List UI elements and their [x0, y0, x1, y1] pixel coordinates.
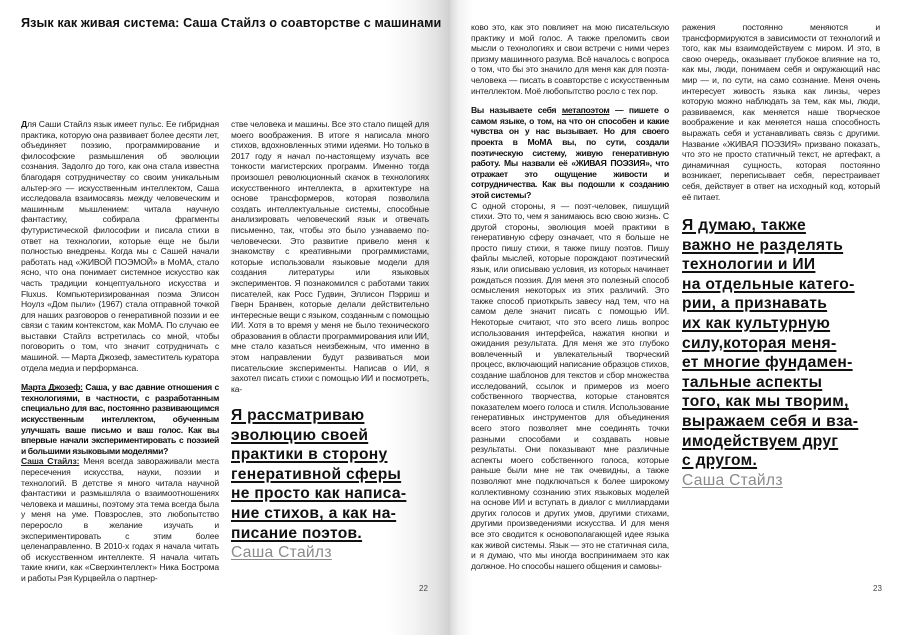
- question-1: [21, 382, 219, 456]
- pull-quote-line: их как культурную: [682, 314, 831, 332]
- pull-quote-right: [682, 216, 882, 490]
- pull-quote-line: Я рассматриваю: [231, 407, 365, 424]
- pull-quote-line: писание поэтов.: [231, 524, 363, 542]
- pull-quote-line: с другом.: [682, 452, 758, 470]
- column-4-text: ражения постоянно меняются и трансформируются в зависимости от технологий и того, как мы взаимодействуем с миром. И это, в свою очередь, оказывает глубокое влияние на то, как мы, люди, понимаем себя и окружающий нас мир — и, по сути, на само сознание. Меня очень интересует живость языка как линзы, через которую можно наблюдать за тем, как мы, люди, развиваемся, как меняется наше творческое воображение и как меняется наша способность выражать себя и устанавливать связь с другими. Название «ЖИВАЯ ПОЭЗИЯ» призвано показать, что это не просто статичный текст, не артефакт, а динамичная сущность, которая постоянно возникает, переписывает себя, перестраивает себя, действует в ответ на исходный код, который её питает.: [682, 22, 880, 202]
- pull-quote-line: того, как мы творим,: [682, 393, 849, 411]
- column-3: [471, 22, 669, 571]
- pull-quote-line: ет многие фундамен-: [682, 354, 853, 372]
- pull-quote-line: на отдельные катего-: [682, 275, 855, 293]
- pull-quote-line: Я думаю, также: [682, 217, 806, 234]
- pull-quote-line: важно не разделять: [682, 236, 844, 254]
- answer-text: Меня всегда завораживали места пересечения искусства, науки, поэзии и технологий. В детстве я много читала научной фантастики и размышляла о взаимоотношениях человека и машины, поэтому эта тема всегда была у меня на уме. Повзрослев, это любопытство переросло в желание изучать и экспериментировать с этим более целенаправленно. В 2010-х годах я начала читать об искусственном интеллекте. Я начала читать такие книги, как «Сверхинтеллект» Ника Бострома и работы Рэя Курцвейла о партнер-: [21, 456, 220, 583]
- pull-quote-line: выражаем себя и вза-: [682, 412, 859, 430]
- pull-quote-line: технологии и ИИ: [682, 256, 816, 274]
- column-4: [682, 22, 880, 202]
- pull-quote-line: не просто как написа-: [231, 485, 407, 503]
- intro-paragraph: [21, 119, 219, 373]
- pull-quote-line: эволюцию своей: [231, 426, 369, 444]
- pull-quote-line: практики в сторону: [231, 446, 388, 464]
- column-2: [231, 119, 429, 394]
- answer-1: [21, 456, 219, 583]
- pull-quote-attribution: Саша Стайлз: [231, 544, 332, 562]
- right-page: [450, 0, 900, 635]
- pull-quote-left: [231, 406, 431, 563]
- answer-1-continued: ково это, как это повлияет на мою писательскую практику и мой голос. А также преломить свои мысли о технологиях и свои встречи с ними через призму машинного разума. Всё началось с вопроса о том, что бы это значило для меня как для поэта-человека — писать в соавторстве с искусственным интеллектом. Моё любопытство росло с тех пор.: [471, 22, 669, 96]
- intro-text: ля Саши Стайлз язык имеет пульс. Ее гибридная практика, которую она развивает более десяти лет, объединяет поэзию, программирование и философские размышления об эволюции сознания. Задолго до того, как она стала известна благодаря сотрудничеству со своим уникальным альтер-эго — искусственным интеллектом, Саша исследовала взаимосвязь между человеческим и машинным мышлением: читала научную фантастику, собирала фрагменты футуристической философии и писала стихи в ответ на технологии, которые еще не были полностью внедрены. Когда мы с Сашей начали работать над «ЖИВОЙ ПОЭМОЙ» в МоМА, стало ясно, что она понимает системное искусство как часть традиции концептуального искусства и Fluxus. Компьютеризированная поэма Элисон Ноулз «Дом пыли» (1967) стала отправной точкой для наших разговоров о генеративной поэзии и ее связи с таким контекстом, как МоМА. По случаю ее выставки Стайлз встретилась со мной, чтобы поговорить о том, что значит сотрудничать с машиной. — Марта Джозеф, заместитель куратора отдела медиа и перформанса.: [21, 119, 219, 373]
- answer-speaker: Саша Стайлз:: [21, 456, 80, 467]
- answer-2: С одной стороны, я — поэт-человек, пишущий стихи. Это то, чем я занимаюсь всю свою жизнь. С другой стороны, эволюция моей практики в генеративную сферу означает, что я больше не просто пишу стихи, я также пишу поэтов. Пишу файлы мыслей, которые порождают поэтический язык, или описываю условия, из которых начинает рождаться поэзия. Для меня это полезный способ осмысления некоторых из этих различий. Это также способ приоткрыть завесу над тем, что на самом деле значит писать с помощью ИИ. Некоторые считают, что это всего лишь вопрос использования интерфейса, нажатия кнопки и ожидания результата. Для меня же это глубоко вовлеченный и увлекательный творческий процесс, включающий написание образцов стихов, создание шаблонов для текстов и сбор множества исследований, ссылок и примеров из моего собственного творчества, которые становятся показателем моего голоса и стиля. Использование генеративных инструментов для объединения всего этого позволяет мне соединять точки разными способами и создавать новые результаты. Они показывают мне различные аспекты моего собственного голоса, которые раньше были мне не так очевидны, а также позволяют мне подключаться к более широкому коллективному сознанию этих языковых моделей на основе ИИ и вступать в диалог с миллиардами других голосов и других умов, другими стихами, другими произведениями искусства. И для меня все это сводится к основополагающей идее языка как живой системы. Язык — это не статичная сила, и я думаю, что мы иногда воспринимаем это как должное. Но способы нашего общения и самовы-: [471, 200, 669, 571]
- drop-cap: Д: [21, 119, 27, 129]
- question-text-start: Вы называете себя: [471, 105, 562, 116]
- pull-quote-line: генеративной сферы: [231, 465, 402, 483]
- page-number-left: 22: [419, 584, 428, 593]
- pull-quote-line: силу,которая меня-: [682, 334, 837, 352]
- question-text-end: — пишете о самом языке, о том, на что он способен и какие чувства он у нас вызывает. Но для своего проекта в МоМА вы, по сути, создали поэтическую систему, живую генеративную работу. Мы назвали её «ЖИВАЯ ПОЭЗИЯ», что отражает это ощущение живости и сотрудничества. Как вы подошли к созданию этой системы?: [471, 105, 669, 200]
- page-number-right: 23: [873, 584, 882, 593]
- question-2: [471, 105, 669, 200]
- question-speaker: Марта Джозеф:: [21, 382, 83, 393]
- column-2-text: стве человека и машины. Все это стало пищей для моего воображения. В итоге я написала много стихов, вдохновленных этими идеями. Но только в 2017 году я начал по-настоящему изучать все тонкости магистерских программ. Именно тогда произошел революционный скачок в технологиях искусственного интеллекта, в архитектуре на основе трансформеров, которая позволила создать интеллектуальные системы, способные анализировать человеческий язык и отвечать письменно, так, чтобы это было узнаваемо по-человечески. Это развитие привело меня к знакомству с креативными программистами, которые использовали языковые модели для создания литературы или языковых экспериментов. Я познакомился с работами таких писателей, как Росс Гудвин, Эллисон Пэрриш и Гверн Бранвен, которые делали действительно интересные вещи с языком, созданным с помощью ИИ. Хотя в то время у меня не было технического образования в области программирования или ИИ, мне стало казаться неизбежным, что именно в этом направлении будут развиваться мои писательские эксперименты. Написав о ИИ, я захотел писать стихи с помощью ИИ и посмотреть, ка-: [231, 119, 429, 394]
- article-title: Язык как живая система: Саша Стайлз о соавторстве с машинами: [21, 16, 442, 30]
- pull-quote-line: тальные аспекты: [682, 373, 823, 391]
- pull-quote-line: имодействуем друг: [682, 432, 839, 450]
- term-metapoet: метапоэтом: [561, 105, 610, 116]
- pull-quote-line: ние стихов, а как на-: [231, 504, 397, 522]
- pull-quote-line: рии, а признавать: [682, 295, 828, 313]
- pull-quote-attribution: Саша Стайлз: [682, 471, 783, 489]
- question-text: Саша, у вас давние отношения с технологиями, в частности, с разработанным специально для вас, постоянно развивающимся искусственным интеллектом, обученным улучшать ваше письмо и ваш голос. Как вы впервые начали экспериментировать с поэзией и большими языковыми моделями?: [21, 382, 220, 456]
- column-1: [21, 119, 219, 584]
